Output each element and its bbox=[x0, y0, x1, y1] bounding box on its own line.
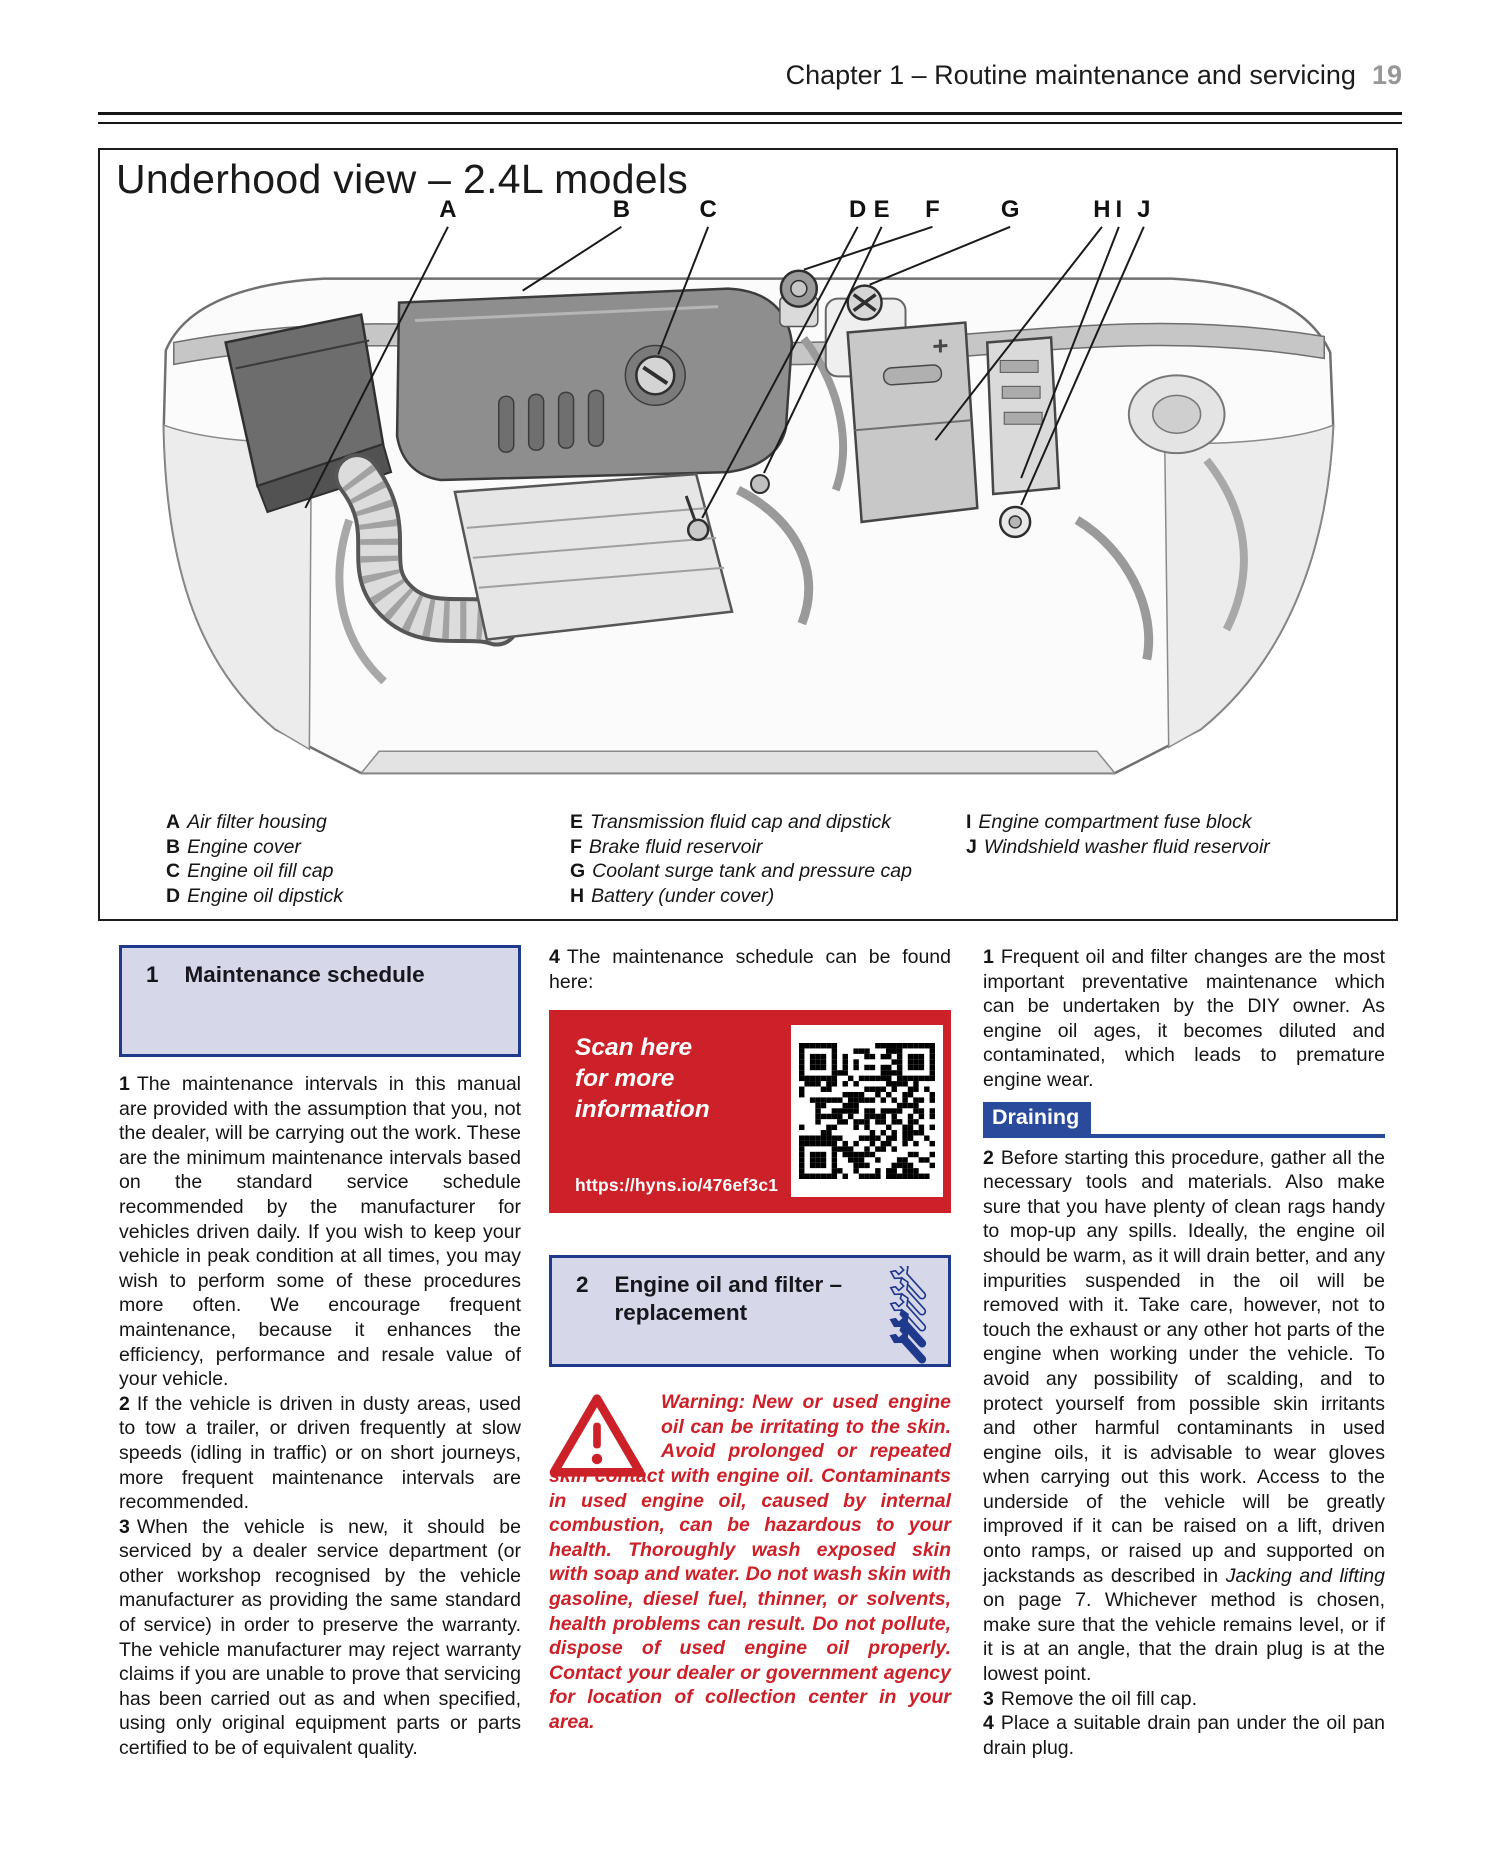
section-1-title: 1 Maintenance schedule bbox=[146, 962, 425, 987]
qr-scan-box bbox=[549, 1010, 951, 1213]
callout-letter: B bbox=[612, 195, 631, 223]
legend-column-2 bbox=[570, 810, 912, 908]
legend-item: J Windshield washer fluid reservoir bbox=[966, 835, 1270, 858]
callout-letter: I bbox=[1115, 195, 1123, 223]
section-2-box bbox=[549, 1255, 951, 1367]
callout-letter: H bbox=[1093, 195, 1111, 223]
engine-bay-illustration bbox=[100, 190, 1396, 805]
callout-letter: A bbox=[439, 195, 457, 223]
paragraph: 3 Remove the oil fill cap. bbox=[983, 1687, 1198, 1710]
callout-letter: C bbox=[699, 195, 717, 223]
column-middle bbox=[549, 945, 951, 1735]
warning-paragraph: Warning: New or used engine oil can be irritating to the skin. Avoid prolonged or repeated skin contact with engine oil. Contaminants in used engine oil, caused by internal combustion, can be hazardous to your health. Thoroughly wash exposed skin with soap and water. Do not wash skin with gasoline, diesel fuel, thinner, or solvents, health problems can result. Do not pollute, dispose of used engine oil properly. Contact your dealer or government agency for location of collection center in your area. bbox=[549, 1391, 951, 1733]
legend-column-3 bbox=[966, 810, 1270, 859]
engine-cover bbox=[397, 289, 792, 480]
paragraph: 1 Frequent oil and filter changes are the most important preventative maintenance which can be undertaken by the DIY owner. As engine oil ages, it becomes diluted and contaminated, which leads to premature engine wear. bbox=[983, 946, 1385, 1091]
section-1-box bbox=[119, 945, 521, 1057]
qr-url: https://hyns.io/476ef3c1 bbox=[575, 1174, 779, 1195]
legend-item: H Battery (under cover) bbox=[570, 884, 775, 907]
legend-item: I Engine compartment fuse block bbox=[966, 811, 1252, 833]
column-left bbox=[119, 945, 521, 1761]
underhood-figure bbox=[98, 148, 1398, 921]
scan-here-text: Scan here for more information bbox=[575, 1034, 710, 1124]
legend-item: F Brake fluid reservoir bbox=[570, 835, 763, 858]
washer-fluid-cap bbox=[1000, 507, 1030, 537]
page-header bbox=[98, 60, 1402, 91]
intake-resonator bbox=[455, 474, 732, 639]
callout-letter: D bbox=[849, 195, 867, 223]
callout-letter: F bbox=[925, 195, 940, 223]
paragraph: 4 The maintenance schedule can be found here: bbox=[549, 946, 951, 993]
figure-title: Underhood view – 2.4L models bbox=[116, 156, 689, 202]
column-right bbox=[983, 945, 1385, 1760]
callout-letter: G bbox=[1000, 195, 1020, 223]
legend-item: D Engine oil dipstick bbox=[166, 884, 344, 907]
battery-cover bbox=[848, 323, 978, 522]
warning-triangle-icon bbox=[549, 1392, 653, 1462]
qr-code bbox=[791, 1025, 943, 1197]
callout-letter: J bbox=[1137, 195, 1151, 223]
legend-item: E Transmission fluid cap and dipstick bbox=[570, 811, 891, 833]
section-2-title: 2 Engine oil and filter – replacement bbox=[576, 1272, 843, 1326]
paragraph: 2 Before starting this procedure, gather all the necessary tools and materials. Also make sure that you have plenty of clean rags handy to mop-up any spills. Ideally, the engine oil should be warm, as it will drain better, and any impurities suspended in the oil will be removed with it. Take care, however, not to touch the exhaust or any other hot parts of the engine when working under the vehicle. To avoid any possibility of scalding, and to protect yourself from possible skin irritants and other harmful contaminants in used engine oils, it is advisable to wear gloves when carrying out this work. Access to the underside of the vehicle will be greatly improved if it can be raised on a lift, driven onto ramps, or raised up and supported on jackstands as described in Jacking and lifting on page 7. Whichever method is chosen, make sure that the vehicle remains level, or if it is at an angle, that the drain plug is at the lowest point. bbox=[983, 1146, 1385, 1686]
chapter-title: Chapter 1 – Routine maintenance and servicing bbox=[785, 60, 1356, 90]
paragraph: 1 The maintenance intervals in this manual are provided with the assumption that you, not the dealer, will be carrying out the work. These are the minimum maintenance intervals based on the standard service schedule recommended by the manufacturer for vehicles driven daily. If you wish to keep your vehicle in peak condition at all times, you may wish to perform some of these procedures more often. We encourage frequent maintenance, because it enhances the efficiency, performance and resale value of your vehicle. bbox=[119, 1073, 521, 1391]
paragraph: 3 When the vehicle is new, it should be serviced by a dealer service department (or other workshop recognised by the vehicle manufacturer as providing the same standard of service) in order to preserve the warranty. The vehicle manufacturer may reject warranty claims if you are unable to prove that servicing has been carried out as and when specified, using only original equipment parts or parts certified to be of equivalent quality. bbox=[119, 1515, 521, 1760]
wrench-rating-icon bbox=[876, 1266, 942, 1366]
header-rule bbox=[98, 112, 1402, 124]
oil-fill-cap bbox=[636, 356, 674, 394]
legend-item: A Air filter housing bbox=[166, 811, 327, 833]
draining-heading: Draining bbox=[983, 1102, 1385, 1138]
brake-fluid-reservoir bbox=[780, 271, 818, 327]
paragraph: 4 Place a suitable drain pan under the oil pan drain plug. bbox=[983, 1712, 1385, 1759]
callout-letters bbox=[439, 196, 1150, 223]
legend-item: B Engine cover bbox=[166, 835, 301, 858]
legend-item: G Coolant surge tank and pressure cap bbox=[570, 860, 912, 882]
paragraph: 2 If the vehicle is driven in dusty areas, used to tow a trailer, or driven frequently at slow speeds (idling in traffic) or on short journeys, more frequent maintenance intervals are recommended. bbox=[119, 1392, 521, 1514]
transmission-fluid-cap bbox=[751, 475, 769, 493]
legend-column-1 bbox=[166, 810, 343, 908]
legend-item: C Engine oil fill cap bbox=[166, 860, 334, 882]
callout-letter: E bbox=[873, 195, 890, 223]
page-number: 19 bbox=[1371, 60, 1402, 90]
